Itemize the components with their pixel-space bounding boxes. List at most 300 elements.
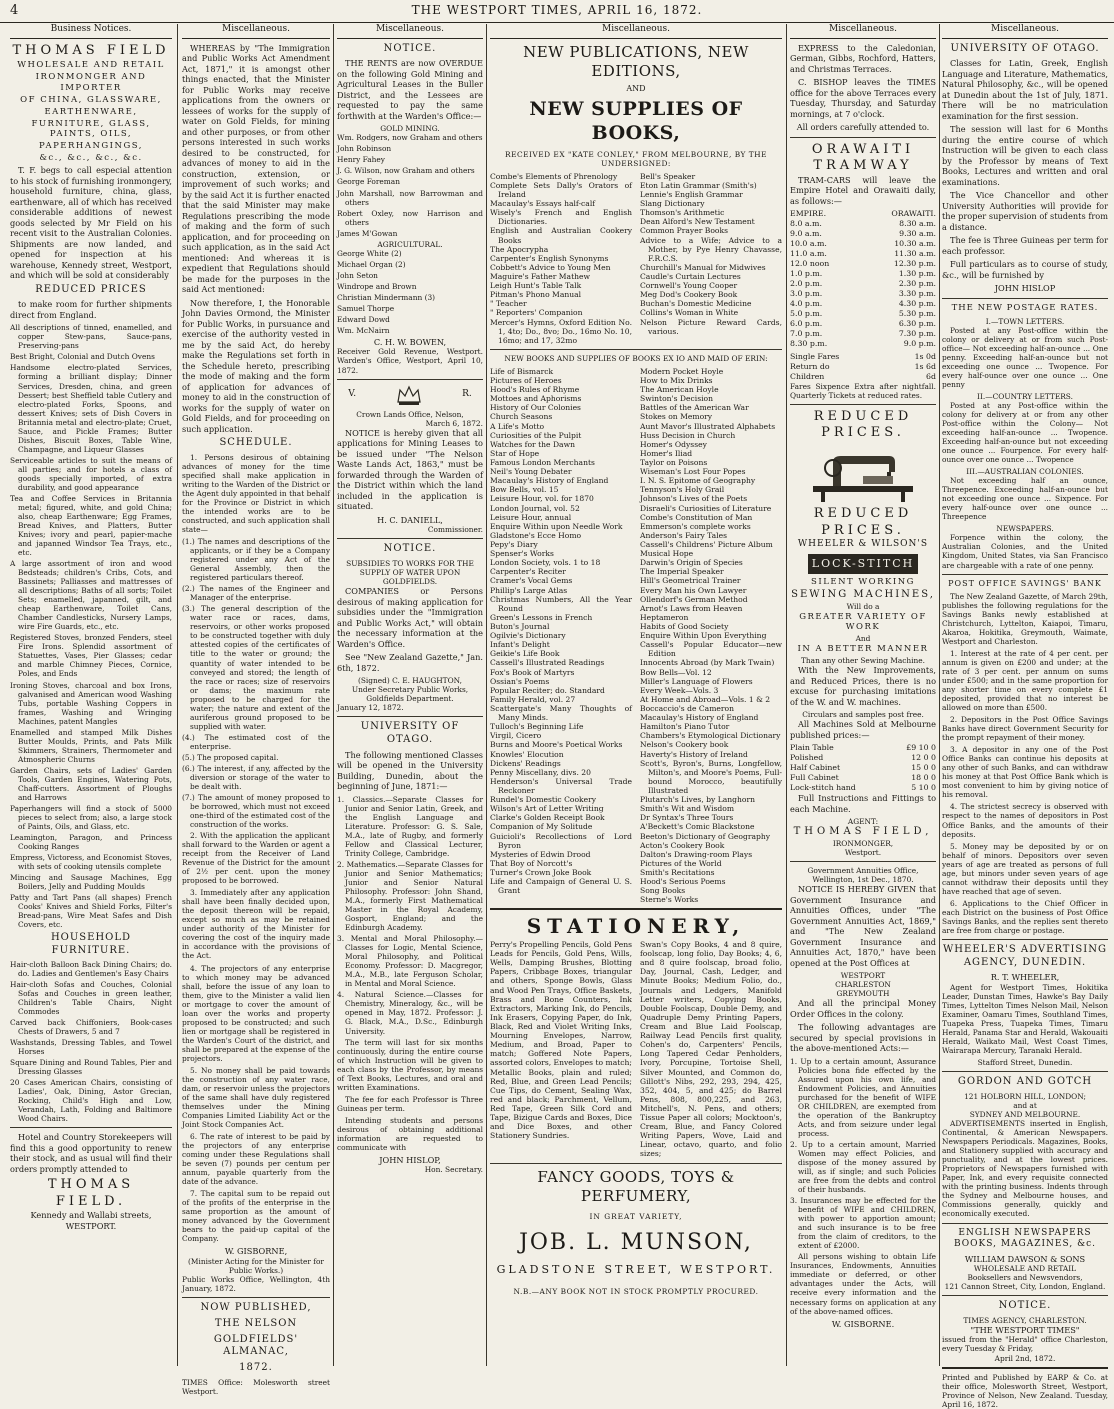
- advert-subtitle: WHOLESALE AND RETAIL: [17, 60, 165, 71]
- table-cell: 1s 6d: [914, 361, 936, 371]
- advert-title: ENGLISH NEWSPAPERS BOOKS, MAGAZINES, &c.: [954, 1227, 1096, 1250]
- notice-text: All Machines Sold at Melbourne published prices:—: [790, 719, 936, 740]
- list-item: Macaulay's History of England: [640, 713, 759, 723]
- list-item: London Society, vols. 1 to 18: [490, 558, 601, 568]
- table-cell: 18 0 0: [911, 773, 936, 783]
- advert-text: Hotel and Country Storekeepers will find this a good opportunity to renew their stock, and as usual will find their orders promptly attended to: [10, 1132, 172, 1174]
- advert-address: 121 Cannon Street, City, London, England.: [944, 1282, 1106, 1292]
- advert-subtitle: RECEIVED EX "KATE CONLEY," FROM MELBOURNE, BY THE UNDERSIGNED:: [505, 149, 767, 168]
- notice-text: 2. Depositors in the Post Office Savings Banks have direct Government Security for the prompt repayment of their money.: [942, 715, 1108, 743]
- book-list-b: [490, 367, 782, 904]
- notice-text: 1. Persons desirous of obtaining advances of money for the time specified shall make application in writing to the Warden of the District or the Agent duly appointed in that behalf for the Province or District in which the intended works are to be constructed, and such application shall state—: [182, 452, 330, 535]
- list-item: Handsome electro-plated Services, forming a brilliant display; Dinner Services, Dresden, china, and green Dessert; best Sheffield table Cutlery and electro-plated Forks, Spoons, and dessert Knives; sets of Dish Covers in Britannia metal and electro-plate; Cruet, Sauce, and Pickle Frames; Butter Dishes, Biscuit Boxes, Table Wine, Champagne, and Liqueur Glasses: [10, 363, 172, 454]
- list-item: Advice to a Wife; Advice to a Mother, by Pye Henry Chavasse, F.R.C.S.: [640, 235, 782, 263]
- list-item: Burns and Moore's Poetical Works: [490, 740, 623, 750]
- list-item: Enquire Within upon Needle Work: [490, 521, 623, 531]
- list-item: Paperhangers will find a stock of 5000 pieces to select from; also, a large stock of Paints, Oils, and Glass, etc.: [10, 803, 172, 831]
- advert-line: Booksellers and Newsvendors,: [967, 1273, 1083, 1283]
- table-cell: 6.0 p.m.: [790, 318, 823, 328]
- notice-text: The fee for each Professor is Three Guineas per term.: [337, 1094, 483, 1113]
- table-row: [790, 352, 936, 362]
- advert-title: REDUCED PRICES.: [813, 408, 913, 441]
- list-item: (5.) The proposed capital.: [182, 752, 279, 762]
- list-item: Companion of My Solitude: [490, 822, 593, 832]
- table-cell: £9 10 0: [906, 743, 936, 753]
- list-item: Collins's Woman in White: [640, 308, 739, 318]
- list-item: Leisure Hour, vol. for 1870: [490, 494, 594, 504]
- notice-text: Now therefore, I, the Honorable John Davies Ormond, the Minister for Public Works, in pursuance and exercise of the authority vested in me by the said Act, do hereby make the Regulations set forth in the Schedule hereto, prescribing the mode of making and the form of application for advances of money to aid in the construction of works for the supply of water on Gold Fields, and for proceeding on such application.: [182, 297, 330, 434]
- advert-line: WHOLESALE AND RETAIL: [973, 1264, 1077, 1274]
- notice-text: Full particulars as to course of study, &c., will be furnished by: [942, 259, 1108, 280]
- table-cell: 3.30 p.m.: [898, 289, 936, 299]
- table-row: [790, 773, 936, 783]
- list-item: Eton Latin Grammar (Smith's): [640, 180, 757, 190]
- notice-text: All orders carefully attended to.: [796, 122, 930, 133]
- list-item: Green's Lessons in French: [490, 612, 593, 622]
- list-item: 2. Mathematics.—Separate Classes for Junior and Senior Mathematics; Junior and Senior Natural Philosophy. Professor: John Shand, M.A., formerly First Mathematical Master in the Royal Academy, Gosport, England; and the Edinburgh Academy.: [337, 859, 483, 933]
- list-item: Homer's Odyssey: [640, 439, 707, 449]
- table-cell: 7.30 p.m.: [898, 328, 936, 338]
- table-cell: 5.30 p.m.: [898, 308, 936, 318]
- advert-line: GREATER VARIETY OF WORK: [799, 611, 927, 633]
- list-item: Michael Organ (2): [337, 259, 406, 269]
- list-item: Edward Dowd: [337, 314, 390, 324]
- timetable-header: [790, 209, 936, 219]
- advert-address: 121 HOLBORN HILL, LONDON;: [964, 1092, 1086, 1102]
- column-header: EMPIRE.: [790, 209, 827, 219]
- notice-text: The following mentioned Classes will be opened in the University Building, Dunedin, about the beginning of June, 1871:—: [337, 749, 483, 792]
- advert-title: NEW PUBLICATIONS, NEW EDITIONS,: [523, 42, 749, 80]
- advert-line: SEWING MACHINES,: [791, 588, 935, 600]
- list-item: Huss Decision in Church: [640, 430, 736, 440]
- list-item: Haverty's History of Ireland: [640, 749, 748, 759]
- advert-heading: HOUSEHOLD FURNITURE.: [50, 932, 132, 956]
- town-name: WESTPORT: [840, 971, 886, 981]
- signature: W. GISBORNE.: [831, 1318, 895, 1329]
- list-item: Cramer's Vocal Gems: [490, 576, 573, 586]
- list-item: Wm. McNairn: [337, 325, 390, 335]
- list-item: George White (2): [337, 248, 402, 258]
- column-rule: [486, 24, 487, 1366]
- masthead-title: THE WESTPORT TIMES, APRIL 16, 1872.: [411, 3, 703, 17]
- notice-text: NOTICE IS HEREBY GIVEN that Government Insurance and Annuities Offices, under "The Government Annuities Act, 1869," and "The New Zealand Government Insurance and Annuities Act, 1870," have been opened at the Post Offices at: [790, 884, 936, 968]
- notice-text: 4. The projectors of any enterprise to which money may be advanced shall, before the issue of any loan to them, give to the Minister a valid lien or mortgage to cover the amount of loan over the works and property proposed to be constructed; and such lien or mortgage shall be registered in the Warden's Court of the district, and shall be prepared at the expense of the projectors.: [182, 963, 330, 1063]
- list-item: Every Man his Own Lawyer: [640, 585, 747, 595]
- signature-date: Public Works Office, Wellington, 4th January, 1872.: [182, 1275, 330, 1294]
- list-item: John Marshall, now Barrowman and others: [337, 188, 483, 207]
- list-item: Neil's Young Debater: [490, 467, 572, 477]
- book-list-b-left: [490, 367, 632, 904]
- table-cell: 9.30 a.m.: [899, 229, 936, 239]
- list-item: Henry Fahey: [337, 155, 385, 165]
- book-list-b-right: [640, 367, 782, 904]
- notice-text: With the New Improvements, and Reduced Prices, there is no excuse for purchasing imitations of the W. and W. machines.: [790, 665, 936, 707]
- table-cell: 10.30 a.m.: [894, 239, 936, 249]
- advert-text: Agent for Westport Times, Hokitika Leader, Dunstan Times, Hawke's Bay Daily Times, Lyttelton Times Nelson Mail, Nelson Examiner, Oamaru Times, Southland Times, Tuapeka Press, Tuapeka Times, Timaru Herald, Panama Star and Herald, Wakouaiti Herald, Waikato Mail, West Coast Times, Wairarapa Mercury, Taranaki Herald.: [942, 982, 1108, 1056]
- list-item: Wm. Rodgers, now Graham and others: [337, 133, 483, 143]
- list-item: Gladstone's Ecce Homo: [490, 530, 582, 540]
- notice-date: April 2nd, 1872.: [994, 1353, 1056, 1363]
- stationery-text: Perry's Propelling Pencils, Gold Pens Leads for Pencils, Gold Pens, Wills, Wells, Damping Brushes, Blotting Papers, Cribbage Boxes, triangular and others, Sponge Bowls, Glass and Wood Pen Trays, Office Baskets, Brass and Bone Counters, Ink Extractors, Marking Ink, do Pencils, Ink Erasers, Copying Paper, do Ink, Black, Red and Violet Writing Inks, Mourning Envelopes, Narrow, Medium, and Broad, Paper to match; Goffered Note Papers, assorted colors, Envelopes to match; Metallic Books, plain and ruled; Red, Blue, and Green Lead Pencils; Cue Tips, do Cement, Sealing Wax, red and black; Parchment, Vellum, Red Tape, Green Silk Cord and Tape, Bizigue Cards and Boxes, Dice and Dice Boxes, and other Stationery Sundries.: [490, 939, 632, 1141]
- rate-heading: I.—TOWN LETTERS.: [985, 316, 1065, 326]
- notice-text: Circulars and samples post free.: [802, 710, 924, 720]
- column-miscellaneous-5: [790, 24, 936, 1366]
- signature-title: Receiver Gold Revenue, Westport. Warden's Office, Westport, April 10, 1872.: [337, 347, 483, 375]
- list-item: (7.) The amount of money proposed to be borrowed, which must not exceed one-third of the estimated cost of the construction of the works.: [182, 792, 330, 830]
- list-item: Star of Hope: [490, 448, 540, 458]
- advert-subtitle: PAPERHANGINGS,: [39, 141, 143, 152]
- rate-text: Posted at any Post-office within the colony or delivery at or from such Post-office— Not exceeding half-an-ounce ... One penny. Exceeding half-an-ounce but not exceeding one ounce ... Twopence. For every half-ounce over one ounce ... One penny: [942, 325, 1108, 389]
- list-item: Windrope and Brown: [337, 281, 417, 291]
- section-head: Miscellaneous.: [337, 24, 483, 39]
- advert-subtitle: FURNITURE, GLASS, PAINTS, OILS,: [31, 118, 151, 140]
- advert-subtitle: &c., &c., &c., &c.: [39, 153, 143, 164]
- list-item: Spenser's Works: [490, 549, 554, 559]
- list-item: Combe's Constitution of Man: [640, 512, 753, 522]
- list-item: (4.) The estimated cost of the enterprise.: [182, 732, 330, 751]
- table-row: [790, 372, 936, 382]
- table-cell: 1s 0d: [914, 351, 936, 361]
- list-item: Homer's Iliad: [640, 448, 693, 458]
- list-item: Hill's Geometrical Trainer: [640, 576, 741, 586]
- advert-line: IN A BETTER MANNER: [797, 644, 929, 655]
- price-table: [790, 743, 936, 793]
- advert-title: STATIONERY,: [526, 914, 746, 939]
- table-cell: Half Cabinet: [790, 763, 841, 773]
- advert-title: THOMAS FIELD: [12, 42, 170, 58]
- table-cell: 8.30 a.m.: [899, 219, 936, 229]
- notice-text: 6. Applications to the Chief Officer in each District on the business of Post Office Savings Banks, and the replies sent thereto are free from charge or postage.: [942, 898, 1108, 935]
- table-row: [790, 329, 936, 339]
- list-item: Mercer's Hymns, Oxford Edition No. 1, 4to; Do., 8vo; Do., 16mo No. 10, 16mo; and 17, 32mo: [490, 317, 632, 345]
- table-cell: 7.0 p.m.: [790, 328, 823, 338]
- notice-text: 4. The strictest secrecy is observed with respect to the names of depositors in Post Office Banks, and the amounts of their deposits.: [942, 802, 1108, 839]
- signature: JOHN HISLOP: [994, 283, 1056, 294]
- advert-heading: REDUCED PRICES: [35, 283, 147, 295]
- advert-banner: LOCK-STITCH: [808, 554, 918, 574]
- advert-name: JOB. L. MUNSON,: [519, 1230, 753, 1255]
- list-item: Smith's Recitations: [640, 867, 715, 877]
- list-item: Geikie's Life Book: [490, 649, 560, 659]
- table-cell: 5.0 p.m.: [790, 308, 823, 318]
- notice-text: THE RENTS are now OVERDUE on the following Gold Mining and Agricultural Leases in the Buller District, and the Lessees are requested to pay the same forthwith at the Warden's Office:—: [337, 58, 483, 121]
- notice-text: The term will last for six months continuously, during the entire course of which Instruction will be given to each class by the Professor, by means of Text Books, Lectures, and oral and written Examinations.: [337, 1037, 483, 1092]
- list-item: Tea and Coffee Services in Britannia metal; figured, white, and gold China; also, cheap Earthenware; Egg Frames, Bread Knives, and Platters, Butter Knives; ivory and pearl, papier-mache and japanned Windsor Tea Trays, etc., etc.: [10, 493, 172, 558]
- list-item: (2.) The names of the Engineer and Manager of the enterprise.: [182, 584, 330, 603]
- notice-text: The following advantages are secured by special provisions in the above-mentioned Acts:—: [790, 1022, 936, 1054]
- list-item: Infant's Delight: [490, 640, 550, 650]
- list-item: The Apocrypha: [490, 244, 549, 254]
- table-row: [790, 219, 936, 229]
- list-item: Nelson Picture Reward Cards, various.: [640, 317, 782, 336]
- advert-line: Than any other Sewing Machine.: [800, 656, 926, 666]
- crown-icon: [396, 384, 422, 406]
- table-cell: 6d: [926, 371, 936, 381]
- advert-line: Will do a: [846, 601, 880, 611]
- table-row: [790, 289, 936, 299]
- list-item: Battles of the American War: [640, 403, 749, 413]
- advert-title: ORAWAITI TRAMWAY: [811, 141, 915, 174]
- signature-title: Hon. Secretary.: [424, 1165, 483, 1175]
- advert-heading: NOW PUBLISHED,: [200, 1302, 312, 1314]
- table-row: [790, 249, 936, 259]
- notice-subhead: TIMES AGENCY, CHARLESTON.: [963, 1315, 1087, 1325]
- notice-text: Fares Sixpence Extra after nightfall. Quarterly Tickets at reduced rates.: [790, 381, 936, 400]
- list-item: Every Week—Vols. 3: [640, 685, 719, 695]
- list-item: Stokes on Memory: [640, 412, 713, 422]
- signature: C. H. W. BOWEN,: [373, 336, 447, 347]
- list-item: Boccaccio's de Cameron: [640, 703, 734, 713]
- list-item: Clarke's Golden Receipt Book: [490, 813, 605, 823]
- town-name: GREYMOUTH: [836, 989, 890, 999]
- advert-address: SYDNEY AND MELBOURNE.: [969, 1110, 1081, 1120]
- list-item: The American Hoyle: [640, 385, 719, 395]
- notice-text: WHEREAS by "The Immigration and Public Works Act Amendment Act, 1871," it is amongst other things enacted, that the Minister for Public Works may receive applications from the owners or lessees of works for the supply of water on Gold Fields, for mining and other purposes, or from other persons interested in such works desired to be constructed, for advances of money to aid in the construction, extension, or improvement of such works; and by the said Act it is further enacted that the said Minister may make Regulations prescribing the mode of making and the form of such application, and for proceeding on such application, as in the said Act mentioned: And whereas it is expedient that Regulations should be made for the purposes in the said Act mentioned:: [182, 42, 330, 295]
- list-item: Square Dining and Round Tables, Pier and Dressing Glasses: [10, 1058, 172, 1077]
- list-item: Dalton's Drawing-room Plays: [640, 849, 753, 859]
- table-cell: 4.30 p.m.: [898, 298, 936, 308]
- advert-line: and at: [1013, 1101, 1037, 1111]
- notice-office: Government Annuities Office, Wellington, 1st Dec., 1870.: [807, 866, 919, 885]
- table-cell: 4.0 p.m.: [790, 298, 823, 308]
- signature: H. C. DANIELL,: [377, 514, 443, 525]
- list-item: Bow Bells, vol. 15: [490, 485, 559, 495]
- list-item: Smith's Wit and Wisdom: [640, 804, 735, 814]
- table-row: [790, 753, 936, 763]
- notice-text: See "New Zealand Gazette," Jan. 6th, 1872.: [337, 652, 483, 673]
- table-cell: 11.30 a.m.: [894, 249, 936, 259]
- notice-text: The Vice Chancellor and other University Authorities will provide for the proper supervision of students from a distance.: [942, 190, 1108, 232]
- advert-text: ADVERTISEMENTS inserted in English, Continental, & American Newspapers. Newspapers Periodicals. Magazines, Books, and Stationery supplied with accuracy and punctuality, and at the lowest prices. Proprietors of Newspapers furnished with Paper, Ink, and every requisite connected with the printing business. Indents through the Sydney and Melbourne houses, and Commissions generally, quickly and economically executed.: [942, 1119, 1108, 1219]
- rate-heading: III.—AUSTRALIAN COLONIES.: [966, 467, 1084, 477]
- list-item: Lennie's English Grammar: [640, 190, 743, 200]
- advert-line: And: [855, 634, 871, 644]
- table-cell: 10.0 a.m.: [790, 239, 827, 249]
- list-item: Rundel's Domestic Cookery: [490, 795, 597, 805]
- list-item: J. G. Wilson, now Graham and others: [337, 166, 475, 176]
- list-item: The Imperial Speaker: [640, 567, 724, 577]
- notice-subhead: SUBSIDIES TO WORKS FOR THE SUPPLY OF WATER UPON GOLDFIELDS.: [346, 558, 474, 586]
- list-item: Enquire Within Upon Everything: [640, 631, 767, 641]
- list-item: Serviceable articles to suit the means of all parties; and for hotels a class of goods specially imported, of extra durability, and good appearance: [10, 455, 172, 492]
- table-cell: 8.30 p.m.: [790, 338, 828, 348]
- list-item: Plutarch's Lives, by Langhorn: [640, 795, 756, 805]
- notice-text: 3. A depositor in any one of the Post Office Banks can continue his deposits at any other of such Banks, and can withdraw his money at that Post Office Bank which is most convenient to him by giving notice of his removal.: [942, 745, 1108, 800]
- list-item: 3. Insurances may be effected for the benefit of WIFE and CHILDREN, with power to apportion amount; and such insurance is to be free from the claim of creditors, to the extent of £2000.: [790, 1196, 936, 1251]
- notice-text: "THE WESTPORT TIMES": [970, 1324, 1080, 1335]
- list-item: Thomson's Arithmetic: [640, 208, 725, 218]
- list-item: Cassell's Popular Educator—new Edition: [640, 640, 782, 659]
- advert-name: R. T. WHEELER,: [990, 972, 1060, 983]
- table-cell: Children: [790, 371, 825, 381]
- list-item: Maguire's Father Mathew: [490, 272, 591, 282]
- advert-subtitle: NEW BOOKS AND SUPPLIES OF BOOKS EX IO AND MAID OF ERIN:: [504, 353, 768, 363]
- list-item: Slang Dictionary: [640, 199, 705, 209]
- section-head: Miscellaneous.: [182, 24, 330, 39]
- list-item: Leamington, Paragon, and Princess Cooking Ranges: [10, 833, 172, 852]
- notice-text: 2. With the application the applicant shall forward to the Warden or agent a receipt from the Receiver of Land Revenue of the District for the amount of 2½ per cent. upon the money proposed to be borrowed.: [182, 831, 330, 886]
- list-item: Arnot's Laws from Heaven: [640, 603, 743, 613]
- list-item: Macaulay's History of England: [490, 476, 609, 486]
- notice-heading: THE NEW POSTAGE RATES.: [951, 302, 1099, 313]
- list-item: Wisely's French and English Dictionaries.: [490, 208, 632, 227]
- list-item: Dr Syntax's Three Tours: [640, 813, 734, 823]
- list-item: Empress, Victoress, and Economist Stoves, with sets of cooking utensils complete: [10, 853, 172, 872]
- list-item: Complete Sets Dally's Orators of Ireland: [490, 180, 632, 200]
- rate-heading: II.—COUNTRY LETTERS.: [977, 391, 1073, 401]
- advert-subtitle: AND: [626, 83, 646, 93]
- column-miscellaneous-2: [182, 24, 330, 1397]
- list-item: Churchill's Manual for Midwives: [640, 262, 766, 272]
- list-item: 4. Natural Science.—Classes for Chemistry, Mineralogy, &c., will be opened in May, 1872. Professor: J. G. Black, M.A., D.Sc., Edinburgh University.: [337, 990, 483, 1036]
- list-item: A large assortment of iron and wood Bedsteads; children's Cribs, Cots, and Bassinets; Palliasses and mattresses of all descriptions; Baths of all sorts; Toilet Sets; enamelled, japanned, gilt, and cheap Earthenware, Toilet Cans, Chamber Candlesticks, Nursery Lamps, wire Fire Guards, etc., etc.: [10, 559, 172, 632]
- notice-text: EXPRESS to the Caledonian, German, Gibbs, Rochford, Hatters, and Christmas Terraces.: [790, 42, 936, 74]
- table-row: [790, 783, 936, 793]
- table-cell: 12.0 noon: [790, 259, 830, 269]
- list-item: History of Our Colonies: [490, 403, 581, 413]
- royal-v: V.: [348, 388, 357, 399]
- advert-subtitle: IRONMONGER AND IMPORTER: [35, 72, 147, 93]
- list-item: Hair-cloth Balloon Back Dining Chairs; do. do. Ladies and Gentlemen's Easy Chairs: [10, 959, 172, 978]
- table-cell: 1.30 p.m.: [898, 269, 936, 279]
- signature: JOHN HISLOP,: [379, 1154, 441, 1165]
- advert-text: T. F. begs to call especial attention to his stock of furnishing ironmongery, household furniture, china, glass, earthenware, all of which has received considerable additions of newest goods selected by Mr Field on his recent visit to the Australian Colonies. Shipments are now landed, and opened for inspection at his warehouse, Kennedy street, Westport, and which will be sold at considerably: [10, 165, 172, 281]
- table-cell: 9.0 p.m.: [903, 338, 936, 348]
- list-item: How to Mix Drinks: [640, 376, 713, 386]
- notice-text: The session will last for 6 Months during the entire course of which Instruction will be given to each class by the Professor by means of Text Books, Lectures and written and oral examinations.: [942, 124, 1108, 187]
- table-cell: 2.0 p.m.: [790, 279, 823, 289]
- notice-date: March 6, 1872.: [425, 418, 483, 428]
- list-item: Virgil, Cicero: [490, 731, 542, 741]
- list-item: James M'Gowan: [337, 228, 398, 238]
- list-item: Popular Reciter; do. Standard: [490, 685, 605, 695]
- list-item: Scott's, Byron's, Burns, Longfellow, Milton's, and Moore's Poems, Full-bound Morocco, beautifully Illustrated: [640, 758, 782, 795]
- notice-office: Crown Lands Office, Nelson,: [356, 409, 464, 419]
- royal-r: R.: [462, 388, 472, 399]
- list-item: Mottoes and Aphorisms: [490, 394, 582, 404]
- list-item: Hair-cloth Sofas and Couches, Colonial Sofas and Couches in green leather, Children's Table Chairs, Night Commodes: [10, 979, 172, 1016]
- table-cell: Single Fares: [790, 351, 840, 361]
- section-head: Miscellaneous.: [490, 24, 782, 39]
- section-head: Miscellaneous.: [790, 24, 936, 39]
- table-cell: 2.30 p.m.: [898, 279, 936, 289]
- list-item: Emmerson's complete works: [640, 521, 751, 531]
- table-row: [790, 269, 936, 279]
- table-row: [790, 743, 936, 753]
- list-item: A Life's Motto: [490, 421, 545, 431]
- table-cell: Full Cabinet: [790, 773, 839, 783]
- list-item: A'Beckett's Comic Blackstone: [640, 822, 755, 832]
- table-row: [790, 259, 936, 269]
- advert-line: SILENT WORKING: [811, 576, 915, 587]
- notice-text: 7. The capital sum to be repaid out of the profits of the enterprise in the same proportion as the amount of money advanced by the Government bears to the paid-up capital of the Company.: [182, 1189, 330, 1244]
- notice-text: Classes for Latin, Greek, English Language and Literature, Mathematics, Natural Philosophy, &c., will be opened at Dunedin about the 1st of July, 1871. There will be no matriculation examination for the first session.: [942, 58, 1108, 121]
- agent-title: IRONMONGER,: [832, 838, 894, 848]
- rate-heading: NEWSPAPERS.: [996, 524, 1054, 534]
- list-item: George Foreman: [337, 177, 400, 187]
- list-item: Bell's Speaker: [640, 171, 696, 181]
- list-item: Buchan's Domestic Medicine: [640, 299, 752, 309]
- list-item: London Journal, vol. 52: [490, 503, 580, 513]
- list-item: Bow Bells—Vol. 12: [640, 667, 712, 677]
- list-item: John Robinson: [337, 144, 392, 154]
- section-head: Miscellaneous.: [942, 24, 1108, 39]
- notice-text: TRAM-CARS will leave the Empire Hotel and Orawaiti daily, as follows:—: [790, 174, 936, 206]
- list-item: Wiseman's Lost Four Popes: [640, 467, 746, 477]
- notice-text: issued from the "Herald" office Charleston, every Tuesday & Friday,: [942, 1335, 1108, 1354]
- list-item: Washstands, Dressing Tables, and Towel Horses: [10, 1037, 172, 1056]
- list-item: Pitman's Phono Manual: [490, 290, 582, 300]
- notice-text: NOTICE is hereby given that all applications for Mining Leases to be issued under "The Nelson Waste Lands Act, 1863," must be forwarded through the Warden of the District within which the land included in the application is situated.: [337, 427, 483, 512]
- list-item: Leisure Hour, annual: [490, 512, 572, 522]
- list-item: Robert Oxley, now Harrison and others: [337, 208, 483, 227]
- advert-address: Stafford Street, Dunedin.: [977, 1058, 1073, 1068]
- timetable: [790, 219, 936, 349]
- table-row: [790, 279, 936, 289]
- list-item: Christmas Numbers, All the Year Round: [490, 594, 632, 613]
- list-item: Ollendorf's German Method: [640, 594, 748, 604]
- list-heading: GOLD MINING.: [380, 124, 440, 134]
- list-item: Cassell's Illustrated Readings: [490, 658, 605, 668]
- column-rule: [786, 24, 787, 1366]
- list-item: Hood's Serious Poems: [640, 877, 726, 887]
- advert-heading: GOLDFIELDS' ALMANAC,: [213, 1333, 299, 1358]
- list-item: Church Seasons: [490, 412, 553, 422]
- table-cell: Polished: [790, 753, 824, 763]
- table-row: [790, 299, 936, 309]
- rate-text: Forpence within the colony, the Australian Colonies, and the United Kingdom, United States, via San Francisco are chargeable with a rate of one penny.: [942, 533, 1108, 570]
- list-item: Garden Chairs, sets of Ladies' Garden Tools, Garden Engines, Watering Pots, Chaff-cutters. Assortment of Ploughs and Harrows: [10, 765, 172, 802]
- notice-text: And all the principal Money Order Offices in the colony.: [790, 998, 936, 1019]
- list-item: (6.) The interest, if any, affected by the diversion or storage of the water to be dealt with.: [182, 763, 330, 791]
- list-item: Curiosities of the Pulpit: [490, 430, 582, 440]
- list-item: Carpenter's Reciter: [490, 567, 566, 577]
- list-item: Miller's Language of Flowers: [640, 676, 753, 686]
- list-item: Enamelled and stamped Milk Dishes Butter Moulds, Prints, and Pats Milk Skimmers, Strainers, Thermometer and Atmospheric Churns: [10, 727, 172, 764]
- advert-subtitle: OF CHINA, GLASSWARE,: [20, 94, 162, 105]
- notice-text: 1. Interest at the rate of 4 per cent. per annum is given on £200 and under; at the rate of 3 per cent. per annum on sums under £500; and in the same proportion for any shorter time on every complete £1 deposited, provided that no interest be allowed on more than £500.: [942, 648, 1108, 713]
- advert-title: WHEELER'S ADVERTISING AGENCY, DUNEDIN.: [943, 943, 1107, 968]
- list-item: Modern Pocket Hoyle: [640, 366, 724, 376]
- advert-heading: THE NELSON: [214, 1317, 298, 1329]
- list-item: Family Herald, vol. 27: [490, 694, 576, 704]
- list-item: Fox's Book of Martyrs: [490, 667, 575, 677]
- list-item: Penny Miscellany, divs. 20: [490, 767, 591, 777]
- list-item: (1.) The names and descriptions of the applicants, or if they be a Company registered under any Act of the General Assembly, then the registered particulars thereof.: [182, 537, 330, 583]
- table-cell: 12 0 0: [911, 753, 936, 763]
- book-list-a: [490, 172, 782, 345]
- list-item: Buton's Journal: [490, 621, 550, 631]
- list-item: English and Australian Cookery Books: [490, 226, 632, 245]
- notice-date: January 12, 1872.: [337, 703, 404, 713]
- list-item: Musical Hope: [640, 549, 694, 559]
- list-item: John Seton: [337, 270, 378, 280]
- table-cell: 12.30 p.m.: [893, 259, 936, 269]
- list-item: Beeton's Dictionary of Geography: [640, 831, 771, 841]
- notice-text: 5. Money may be deposited by or on behalf of minors. Depositors over seven years of age are treated as persons of full age, but minors under seven years of age cannot withdraw their deposits until they have reached that age of seven.: [942, 841, 1108, 896]
- notice-heading: NOTICE.: [383, 543, 437, 555]
- list-heading: AGRICULTURAL.: [377, 239, 443, 249]
- table-cell: Return do: [790, 361, 830, 371]
- table-row: [790, 309, 936, 319]
- advert-address: Kennedy and Wallabi streets,: [30, 1210, 152, 1221]
- agent-name: THOMAS FIELD,: [793, 826, 933, 838]
- column-miscellaneous-6: [942, 24, 1108, 1409]
- table-cell: 8.0 a.m.: [790, 219, 822, 229]
- table-row: [790, 339, 936, 349]
- list-item: Song Books: [640, 886, 686, 896]
- signature-title: (Minister Acting for the Minister for Public Works.): [188, 1256, 324, 1275]
